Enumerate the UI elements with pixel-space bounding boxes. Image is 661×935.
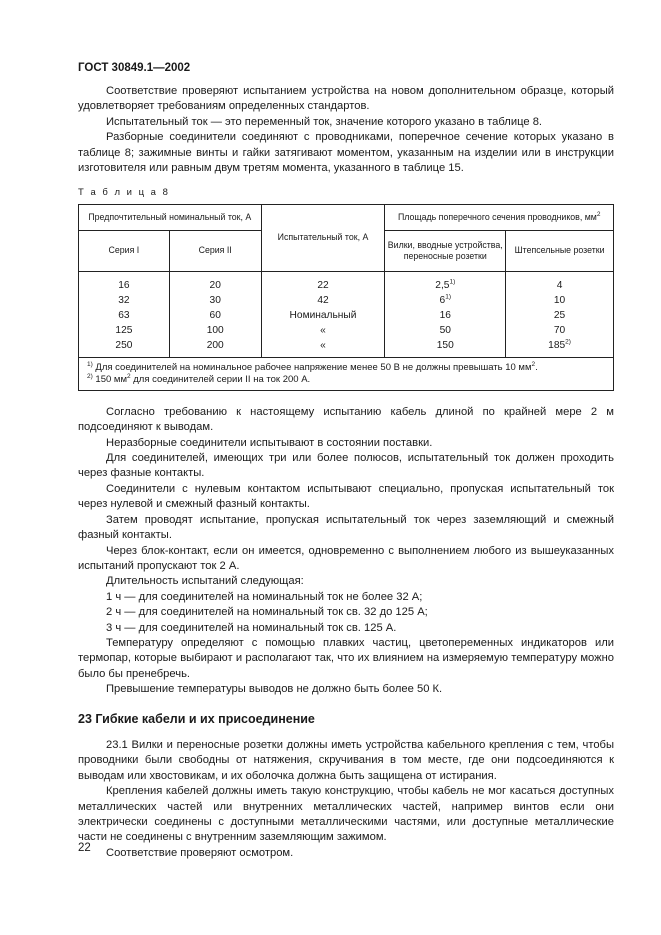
footnote-1	[87, 362, 605, 374]
paragraph: Длительность испытаний следующая:	[106, 575, 304, 588]
section-heading: 23 Гибкие кабели и их присоединение	[78, 711, 315, 726]
cell-sockets	[506, 308, 614, 323]
cell-series-1: 63	[79, 308, 170, 323]
cell-value: 50	[439, 324, 451, 336]
cell-plugs	[385, 308, 506, 323]
cell-series-1: 125	[79, 323, 170, 338]
list-item: 3 ч — для соединителей на номинальный ток св. 125 А.	[106, 621, 397, 634]
cell-sockets	[506, 293, 614, 308]
table-footnotes	[79, 357, 614, 390]
cell-sockets	[506, 271, 614, 293]
header-series-1: Серия I	[79, 230, 170, 271]
header-plugs: Вилки, вводные устройства, переносные розетки	[385, 230, 506, 271]
page-content	[78, 84, 614, 861]
table-caption: Т а б л и ц а 8	[78, 187, 170, 199]
cell-value: 70	[553, 324, 566, 336]
footnote-ref: 1)	[445, 293, 451, 301]
page-number: 22	[78, 842, 91, 854]
cell-test-current: «	[261, 338, 385, 358]
paragraph: Через блок-контакт, если он имеется, одновременно с выполнением любого из вышеуказанных испытаний пропускают ток 2 А.	[78, 544, 614, 572]
cell-plugs	[385, 338, 506, 358]
paragraph: Затем проводят испытание, пропуская испытательный ток через заземляющий и смежный фазный контакты.	[78, 513, 614, 542]
cell-series-1: 32	[79, 293, 170, 308]
footnote-2	[87, 374, 605, 386]
cell-plugs	[385, 293, 506, 308]
superscript: 2	[126, 372, 131, 380]
footnote-mark: 2)	[87, 372, 93, 380]
cell-series-1: 250	[79, 338, 170, 358]
header-cross-section-text: Площадь поперечного сечения проводников, мм	[397, 211, 597, 222]
list-item: 2 ч — для соединителей на номинальный ток св. 32 до 125 А;	[106, 606, 428, 619]
paragraph: Согласно требованию к настоящему испытанию кабель длиной по крайней мере 2 м подсоединяют к выводам.	[78, 405, 614, 434]
paragraph: Неразборные соединители испытывают в состоянии поставки.	[106, 436, 433, 449]
cell-value: 6	[439, 294, 446, 306]
cell-test-current: «	[261, 323, 385, 338]
footnote-text: для соединителей серии II на ток 200 А.	[130, 373, 311, 385]
cell-test-current: Номинальный	[261, 308, 385, 323]
paragraph: Испытательный ток — это переменный ток, значение которого указано в таблице 8.	[106, 115, 543, 128]
header-test-current: Испытательный ток, А	[261, 204, 385, 271]
paragraph: Соответствие проверяют осмотром.	[106, 846, 294, 859]
header-cross-section	[385, 204, 614, 230]
document-code: ГОСТ 30849.1—2002	[78, 62, 191, 74]
table-row	[79, 338, 614, 358]
cell-series-1: 16	[79, 271, 170, 293]
cell-sockets	[506, 338, 614, 358]
superscript: 2	[596, 210, 601, 218]
cell-value: 2,5	[435, 279, 450, 291]
superscript: 2	[531, 360, 536, 368]
cell-series-2: 200	[169, 338, 261, 358]
paragraph: Разборные соединители соединяют с проводниками, поперечное сечение которых указано в таблице 8; зажимные винты и гайки затягивают моментом, указанным на изделии или в инструкции изготовителя или равным двум третям момента, указанного в таблице 15.	[78, 131, 614, 175]
paragraph: Для соединителей, имеющих три или более полюсов, испытательный ток должен проходить через фазные контакты.	[78, 452, 614, 480]
header-series-2: Серия II	[169, 230, 261, 271]
footnote-text: Для соединителей на номинальное рабочее напряжение менее 50 В не должны превышать 10 мм	[92, 361, 532, 373]
cell-plugs	[385, 271, 506, 293]
cell-value: 4	[556, 279, 563, 291]
table-row	[79, 271, 614, 293]
header-preferred-current: Предпочтительный номинальный ток, А	[79, 204, 262, 230]
footnote-mark: 1)	[87, 360, 93, 368]
footnote-ref: 1)	[449, 278, 456, 286]
cell-test-current: 22	[261, 271, 385, 293]
header-sockets: Штепсельные розетки	[506, 230, 614, 271]
table-row	[79, 323, 614, 338]
current-table	[78, 204, 614, 391]
cell-value: 16	[439, 309, 451, 321]
cell-value: 185	[548, 339, 566, 351]
footnote-text: 150 мм	[92, 373, 127, 385]
cell-series-2: 60	[169, 308, 261, 323]
paragraph: 23.1 Вилки и переносные розетки должны иметь устройства кабельного крепления с тем, чтобы проводники были свободны от натяжения, скручивания в том месте, где они подсоединяются к выводам или хвостовикам, и их оболочка должна быть защищена от истирания.	[78, 738, 614, 782]
cell-series-2: 20	[169, 271, 261, 293]
footnote-end: .	[535, 361, 538, 373]
footnote-ref: 2)	[565, 338, 571, 346]
cell-series-2: 30	[169, 293, 261, 308]
cell-series-2: 100	[169, 323, 261, 338]
paragraph: Соответствие проверяют испытанием устройства на новом дополнительном образце, который удовлетворяет требованиям определенных стандартов.	[78, 85, 614, 113]
table-row	[79, 293, 614, 308]
cell-value: 150	[436, 339, 454, 351]
cell-sockets	[506, 323, 614, 338]
cell-value: 10	[553, 294, 566, 306]
paragraph: Температуру определяют с помощью плавких частиц, цветопеременных индикаторов или термопар, которые выбирают и располагают так, что их влиянием на измеряемую температуру можно было бы пренебречь.	[78, 636, 614, 680]
paragraph: Превышение температуры выводов не должно быть более 50 К.	[106, 683, 443, 696]
cell-value: 25	[553, 309, 566, 321]
cell-plugs	[385, 323, 506, 338]
table-row	[79, 308, 614, 323]
paragraph: Крепления кабелей должны иметь такую конструкцию, чтобы кабель не мог касаться доступных металлических частей или внутренних металлических частей, например винтов если они электрически соединены с доступными металлическими частями, или доступные металлические части не соединены с внутренним заземляющим зажимом.	[78, 785, 614, 844]
paragraph: Соединители с нулевым контактом испытывают специально, пропуская испытательный ток через нулевой и смежный фазный контакты.	[78, 482, 614, 511]
list-item: 1 ч — для соединителей на номинальный ток не более 32 А;	[106, 590, 423, 603]
cell-test-current: 42	[261, 293, 385, 308]
